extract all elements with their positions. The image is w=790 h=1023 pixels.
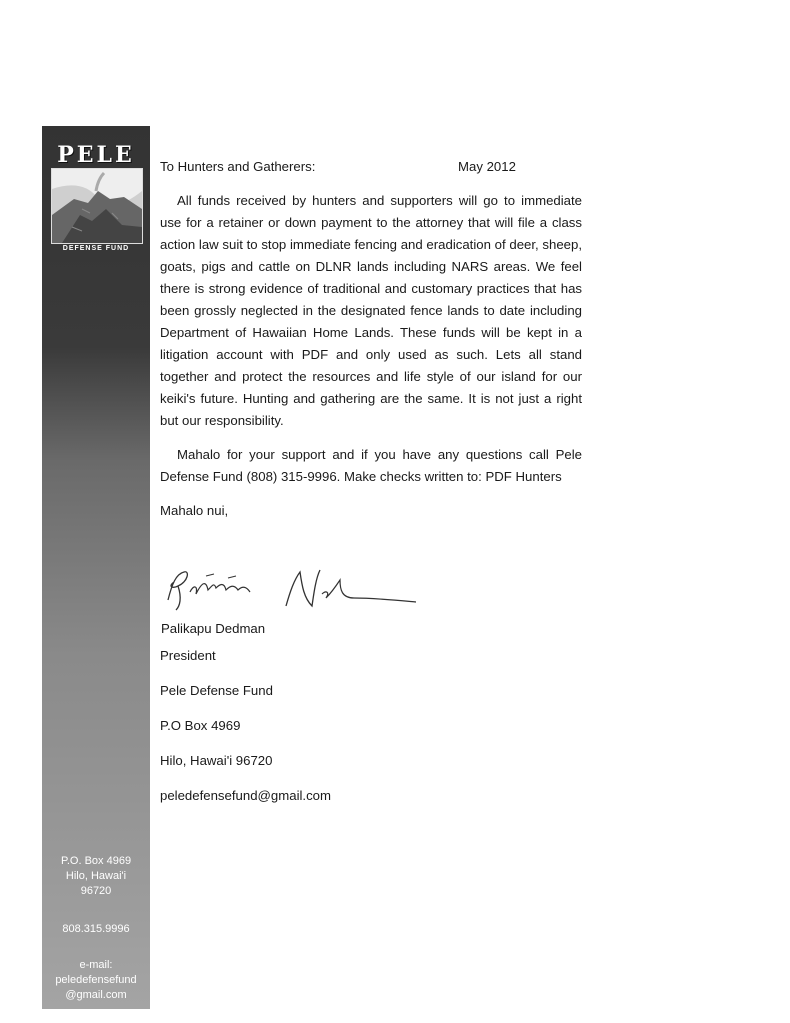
- sidebar-email-line: e-mail:: [79, 959, 113, 971]
- organization-name: Pele Defense Fund: [160, 683, 273, 698]
- signature-area: [160, 522, 582, 636]
- letter-date: May 2012: [458, 159, 516, 174]
- logo-wordmark: PELE: [57, 142, 135, 168]
- email-address: peledefensefund@gmail.com: [160, 788, 332, 803]
- handwritten-signature: [154, 556, 424, 616]
- sidebar-address-line: Hilo, Hawai'i: [65, 870, 127, 882]
- sidebar-address-line: 96720: [80, 885, 112, 897]
- city-line: Hilo, Hawai'i 96720: [160, 753, 273, 768]
- letter-header: [160, 156, 582, 178]
- volcano-logo-icon: [51, 168, 143, 244]
- signer-name: Palikapu Dedman: [161, 621, 266, 636]
- signer-title: President: [160, 648, 216, 663]
- sidebar-email-line: @gmail.com: [65, 989, 127, 1001]
- logo-subtitle: DEFENSE FUND: [62, 245, 130, 252]
- sidebar-address-line: P.O. Box 4969: [60, 855, 132, 867]
- body-paragraph: All funds received by hunters and supporters will go to immediate use for a retainer or down payment to the attorney that will file a class action law suit to stop immediate fencing and eradication of deer, sheep, goats, pigs and cattle on DLNR lands including NARS areas. We feel there is strong evidence of traditional and customary practices that has been grossly neglected in the designated fence lands to date including Department of Hawaiian Home Lands. These funds will be kept in a litigation account with PDF and only used as such. Lets all stand together and protect the resources and life style of our island for our keiki's future. Hunting and gathering are the same. It is not just a right but our responsibility.: [160, 193, 582, 428]
- sidebar-email-line: peledefensefund: [55, 974, 137, 986]
- body-paragraph: Mahalo for your support and if you have any questions call Pele Defense Fund (808) 315-9996. Make checks written to: PDF Hunters: [160, 447, 582, 484]
- salutation: To Hunters and Gatherers:: [160, 159, 316, 174]
- letter-body: [160, 156, 582, 807]
- po-box: P.O Box 4969: [160, 718, 241, 733]
- sidebar-email: [42, 958, 150, 1003]
- sidebar-address: [42, 854, 150, 899]
- sidebar-phone: 808.315.9996: [62, 923, 130, 935]
- letterhead-sidebar: [42, 126, 150, 1009]
- closing: Mahalo nui,: [160, 503, 229, 518]
